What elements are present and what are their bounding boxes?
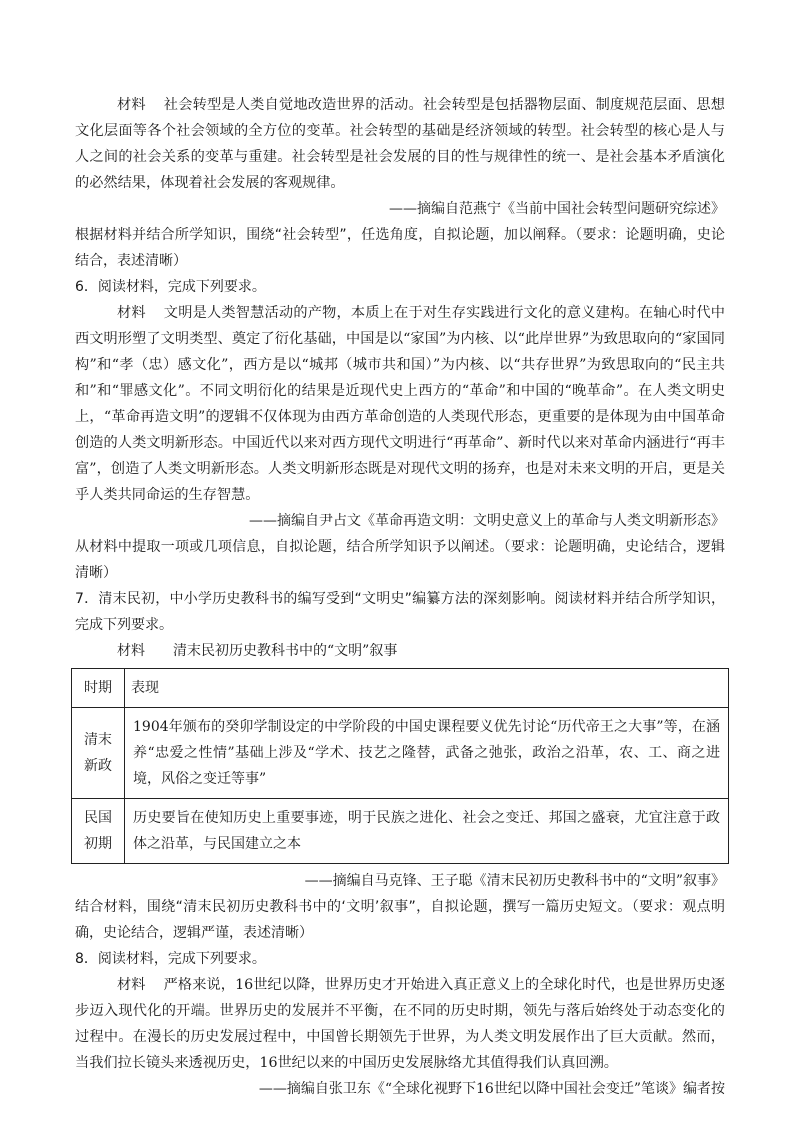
material-source: ——摘编自马克锋、王子聪《清末民初历史教科书中的“文明”叙事》 bbox=[304, 873, 725, 889]
question-requirement: 根据材料并结合所学知识，围绕“社会转型”，任选角度，自拟论题，加以阐释。（要求：论题明确，史论结合，表述清晰） bbox=[75, 227, 725, 269]
material-source: ——摘编自范燕宁《当前中国社会转型问题研究综述》 bbox=[389, 201, 725, 217]
table-caption: 材料 清末民初历史教科书中的“文明”叙事 bbox=[117, 643, 398, 659]
question-7-requirement: 结合材料，围绕“清末民初历史教科书中的‘文明’叙事”，自拟论题，撰写一篇历史短文。（要求：观点明确，史论结合，逻辑严谨，表述清晰） bbox=[75, 899, 725, 941]
material-label: 材料 bbox=[117, 977, 146, 993]
material-text: 文明是人类智慧活动的产物，本质上在于对生存实践进行文化的意义建构。在轴心时代中西文明形塑了文明类型、奠定了衍化基础，中国是以“家国”为内核、以“此岸世界”为致思取向的“家国同构”和“孝（忠）感文化”，西方是以“城邦（城市共和国）”为内核、以“共存世界”为致思取向的“民主共和”和“罪感文化”。不同文明衍化的结果是近现代史上西方的“革命”和中国的“晚革命”。在人类文明史上，“革命再造文明”的逻辑不仅体现为由西方革命创造的人类现代形态，更重要的是体现为由中国革命创造的人类文明新形态。中国近代以来对西方现代文明进行“再革命”、新时代以来对革命内涵进行“再丰富”，创造了人类文明新形态。人类文明新形态既是对现代文明的扬弃，也是对未来文明的开启，更是关乎人类共同命运的生存智慧。 bbox=[75, 305, 725, 503]
exam-page bbox=[75, 92, 725, 1102]
question-6-heading: 6．阅读材料，完成下列要求。 bbox=[75, 279, 266, 295]
material-text: 严格来说，16世纪以降，世界历史才开始进入真正意义上的全球化时代，也是世界历史逐步迈入现代化的开端。世界历史的发展并不平衡，在不同的历史时期，领先与落后始终处于动态变化的过程中。在漫长的历史发展过程中，中国曾长期领先于世界，为人类文明发展作出了巨大贡献。然而，当我们拉长镜头来透视历史，16世纪以来的中国历史发展脉络尤其值得我们认真回溯。 bbox=[75, 977, 725, 1071]
question-7-heading: 7．清末民初，中小学历史教科书的编写受到“文明史”编纂方法的深刻影响。阅读材料并结合所学知识，完成下列要求。 bbox=[75, 591, 725, 633]
table-row bbox=[72, 708, 729, 799]
header-content: 表现 bbox=[125, 669, 729, 708]
row-content: 历史要旨在使知历史上重要事迹，明于民族之进化、社会之变迁、邦国之盛衰，尤宜注意于政体之沿革，与民国建立之本 bbox=[125, 799, 729, 864]
header-period: 时期 bbox=[72, 669, 125, 708]
material-label: 材料 bbox=[117, 305, 146, 321]
table-header-row bbox=[72, 669, 729, 708]
material-5 bbox=[75, 92, 725, 196]
material-6 bbox=[75, 300, 725, 508]
civilization-table bbox=[71, 668, 729, 864]
question-6-requirement: 从材料中提取一项或几项信息，自拟论题，结合所学知识予以阐述。（要求：论题明确，史论结合，逻辑清晰） bbox=[75, 539, 725, 581]
material-source: ——摘编自张卫东《“全球化视野下16世纪以降中国社会变迁”笔谈》编者按 bbox=[258, 1081, 725, 1097]
material-label: 材料 bbox=[117, 97, 146, 113]
question-8-heading: 8．阅读材料，完成下列要求。 bbox=[75, 951, 266, 967]
material-8 bbox=[75, 972, 725, 1076]
material-source: ——摘编自尹占文《革命再造文明：文明史意义上的革命与人类文明新形态》 bbox=[249, 513, 725, 529]
row-content: 1904年颁布的癸卯学制设定的中学阶段的中国史课程要义优先讨论“历代帝王之大事”等，在涵养“忠爱之性情”基础上涉及“学术、技艺之隆替，武备之弛张，政治之沿革，农、工、商之进境，风俗之变迁等事” bbox=[125, 708, 729, 799]
row-period: 民国初期 bbox=[72, 799, 125, 864]
table-row bbox=[72, 799, 729, 864]
material-text: 社会转型是人类自觉地改造世界的活动。社会转型是包括器物层面、制度规范层面、思想文化层面等各个社会领域的全方位的变革。社会转型的基础是经济领域的转型。社会转型的核心是人与人之间的社会关系的变革与重建。社会转型是社会发展的目的性与规律性的统一、是社会基本矛盾演化的必然结果，体现着社会发展的客观规律。 bbox=[75, 97, 725, 191]
row-period: 清末新政 bbox=[72, 708, 125, 799]
